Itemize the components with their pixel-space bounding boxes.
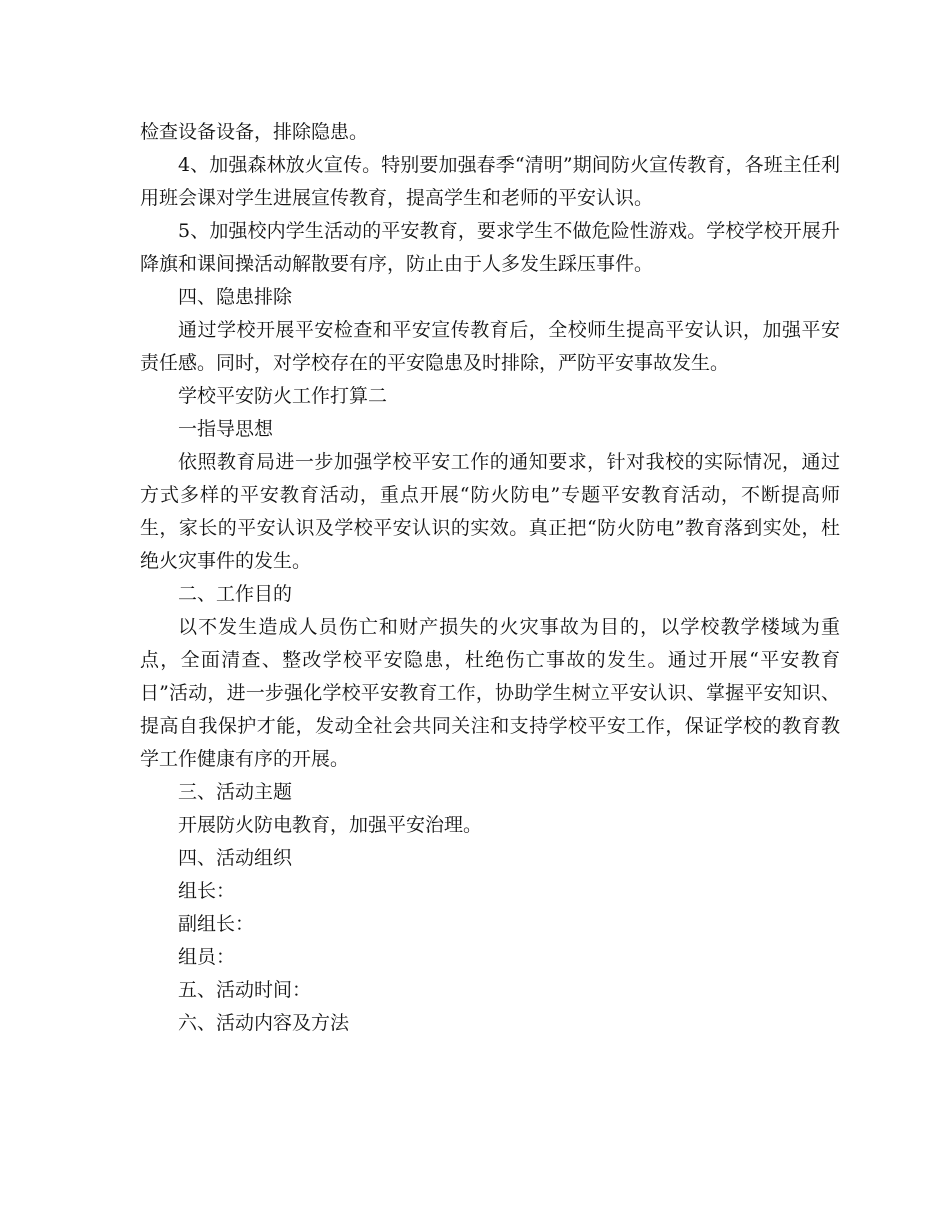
paragraph-hazard-elimination: 通过学校开展平安检查和平安宣传教育后，全校师生提高平安认识，加强平安责任感。同时，对学校存在的平安隐患及时排除，严防平安事故发生。 — [140, 319, 840, 374]
section-heading-work-purpose: 二、工作目的 — [178, 583, 293, 605]
paragraph-guiding-ideology: 依照教育局进一步加强学校平安工作的通知要求，针对我校的实际情况，通过方式多样的平安教育活动，重点开展“防火防电”专题平安教育活动，不断提高师生，家长的平安认识及学校平安认识的实效。真正把“防火防电”教育落到实处，杜绝火灾事件的发生。 — [140, 451, 840, 572]
field-deputy-leader: 副组长： — [178, 913, 255, 935]
document-body — [140, 116, 840, 1040]
plan-title-two: 学校平安防火工作打算二 — [178, 385, 388, 407]
section-heading-activity-content: 六、活动内容及方法 — [178, 1012, 350, 1034]
section-heading-guiding-ideology: 一指导思想 — [178, 418, 274, 440]
field-members: 组员： — [178, 946, 236, 968]
section-heading-hazard-elimination: 四、隐患排除 — [178, 286, 293, 308]
paragraph-continued: 检查设备设备，排除隐患。 — [140, 121, 369, 143]
paragraph-activity-theme: 开展防火防电教育，加强平安治理。 — [178, 814, 483, 836]
paragraph-item-4: 4、加强森林放火宣传。特别要加强春季“清明”期间防火宣传教育，各班主任利用班会课对学生进展宣传教育，提高学生和老师的平安认识。 — [140, 154, 840, 209]
section-heading-activity-time: 五、活动时间： — [178, 979, 312, 1001]
field-leader: 组长： — [178, 880, 236, 902]
paragraph-item-5: 5、加强校内学生活动的平安教育，要求学生不做危险性游戏。学校学校开展升降旗和课间操活动解散要有序，防止由于人多发生踩压事件。 — [140, 220, 840, 275]
paragraph-work-purpose: 以不发生造成人员伤亡和财产损失的火灾事故为目的，以学校教学楼域为重点，全面清查、整改学校平安隐患，杜绝伤亡事故的发生。通过开展“平安教育日”活动，进一步强化学校平安教育工作，协助学生树立平安认识、掌握平安知识、提高自我保护才能，发动全社会共同关注和支持学校平安工作，保证学校的教育教学工作健康有序的开展。 — [140, 616, 840, 770]
section-heading-activity-theme: 三、活动主题 — [178, 781, 293, 803]
section-heading-activity-organization: 四、活动组织 — [178, 847, 293, 869]
